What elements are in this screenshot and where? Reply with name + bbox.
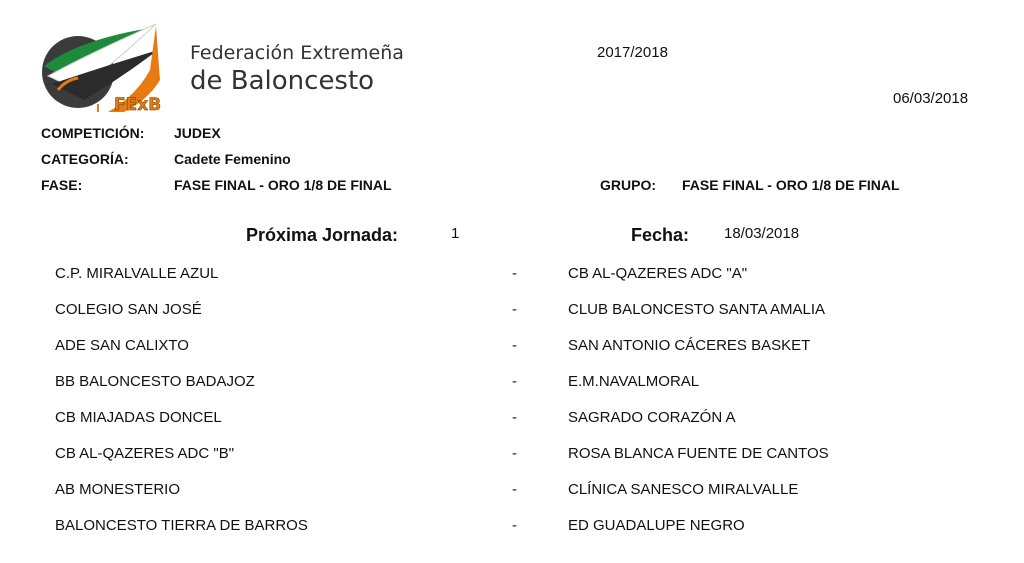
match-separator: - bbox=[512, 409, 517, 426]
categoria-label: CATEGORÍA: bbox=[41, 151, 129, 167]
match-separator: - bbox=[512, 265, 517, 282]
match-separator: - bbox=[512, 445, 517, 462]
away-team: SAN ANTONIO CÁCERES BASKET bbox=[568, 337, 811, 354]
org-name-line2: de Baloncesto bbox=[190, 66, 375, 96]
home-team: ADE SAN CALIXTO bbox=[55, 337, 189, 354]
categoria-value: Cadete Femenino bbox=[174, 151, 291, 167]
home-team: COLEGIO SAN JOSÉ bbox=[55, 301, 202, 318]
next-round-value: 1 bbox=[451, 225, 460, 242]
competicion-label: COMPETICIÓN: bbox=[41, 125, 145, 141]
away-team: SAGRADO CORAZÓN A bbox=[568, 409, 736, 426]
home-team: BB BALONCESTO BADAJOZ bbox=[55, 373, 255, 390]
home-team: C.P. MIRALVALLE AZUL bbox=[55, 265, 219, 282]
away-team: CLUB BALONCESTO SANTA AMALIA bbox=[568, 301, 826, 318]
grupo-value: FASE FINAL - ORO 1/8 DE FINAL bbox=[682, 177, 900, 193]
match-separator: - bbox=[512, 517, 517, 534]
home-team: CB AL-QAZERES ADC "B" bbox=[55, 445, 235, 462]
logo-text: FExB bbox=[114, 95, 162, 115]
org-name-line1: Federación Extremeña bbox=[190, 42, 404, 64]
match-separator: - bbox=[512, 481, 517, 498]
fecha-label: Fecha: bbox=[631, 225, 690, 245]
home-team: AB MONESTERIO bbox=[55, 481, 181, 498]
home-team: BALONCESTO TIERRA DE BARROS bbox=[55, 517, 308, 534]
match-separator: - bbox=[512, 373, 517, 390]
document-date: 06/03/2018 bbox=[893, 90, 969, 107]
fase-value: FASE FINAL - ORO 1/8 DE FINAL bbox=[174, 177, 392, 193]
fecha-value: 18/03/2018 bbox=[724, 225, 800, 242]
away-team: E.M.NAVALMORAL bbox=[568, 373, 700, 390]
fase-label: FASE: bbox=[41, 177, 83, 193]
grupo-label: GRUPO: bbox=[600, 177, 656, 193]
away-team: CB AL-QAZERES ADC "A" bbox=[568, 265, 748, 282]
away-team: CLÍNICA SANESCO MIRALVALLE bbox=[568, 481, 799, 498]
away-team: ED GUADALUPE NEGRO bbox=[568, 517, 745, 534]
match-separator: - bbox=[512, 301, 517, 318]
competicion-value: JUDEX bbox=[174, 125, 221, 141]
next-round-label: Próxima Jornada: bbox=[246, 225, 399, 245]
season: 2017/2018 bbox=[597, 44, 668, 61]
match-separator: - bbox=[512, 337, 517, 354]
away-team: ROSA BLANCA FUENTE DE CANTOS bbox=[568, 445, 829, 462]
home-team: CB MIAJADAS DONCEL bbox=[55, 409, 222, 426]
federation-logo bbox=[38, 20, 168, 115]
